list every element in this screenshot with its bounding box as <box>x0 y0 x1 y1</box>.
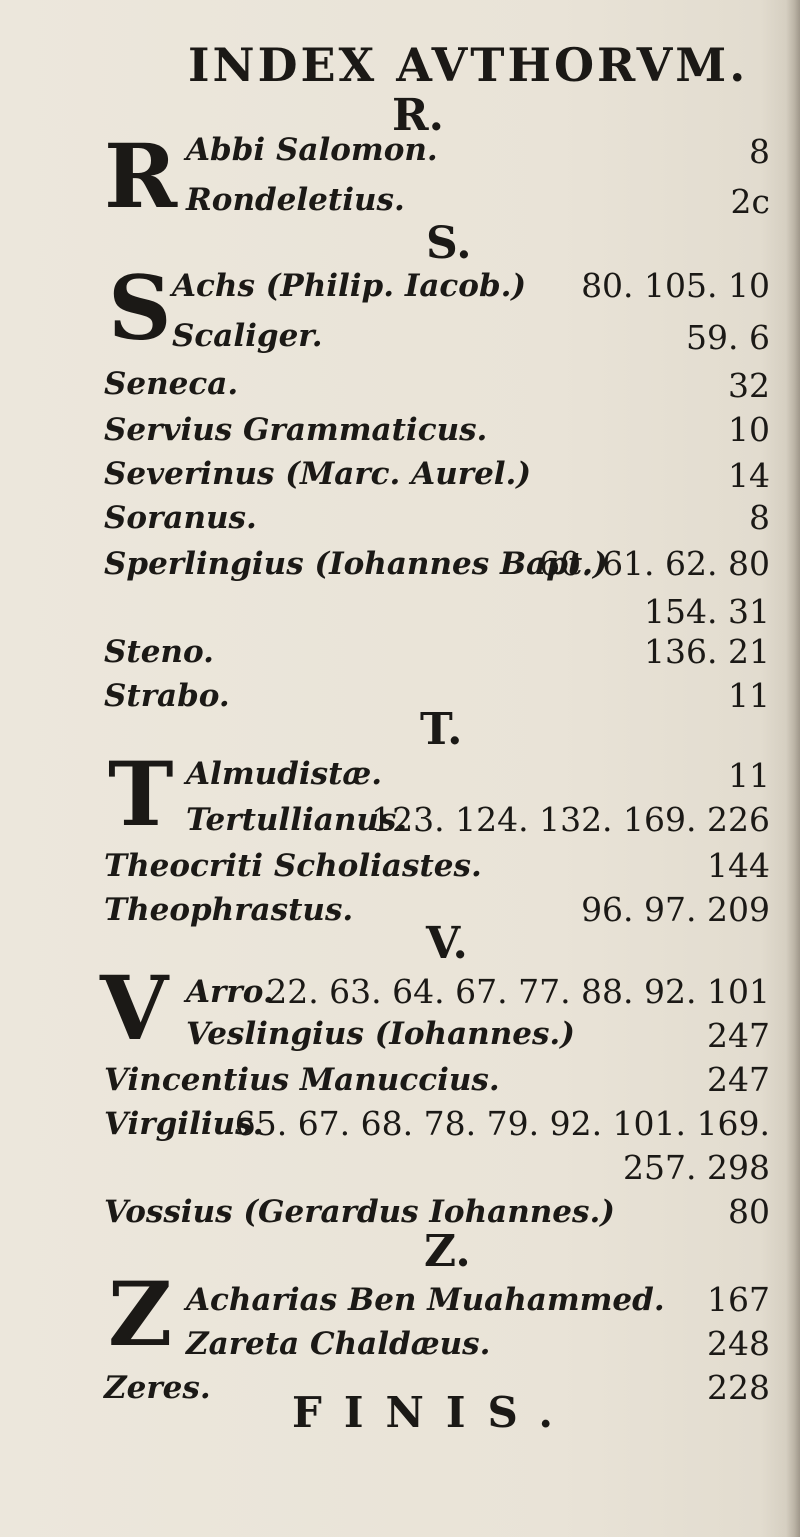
section-letter-z: Z. <box>424 1226 471 1277</box>
entry-name: Acharias Ben Muahammed. <box>186 1282 665 1318</box>
entry-name: Soranus. <box>104 500 257 536</box>
entry-pages: 8 <box>749 498 770 537</box>
entry-pages: 167 <box>707 1280 770 1319</box>
entry-pages: 10 <box>728 410 770 449</box>
section-letter-v: V. <box>426 918 468 969</box>
entry-name: Veslingius (Iohannes.) <box>186 1016 575 1052</box>
entry-name: Almudistæ. <box>186 756 383 792</box>
entry-pages: 247 <box>707 1016 770 1055</box>
entry-name: Servius Grammaticus. <box>104 412 488 448</box>
entry-pages: 60. 61. 62. 80 <box>539 544 770 583</box>
entry-pages: 123. 124. 132. 169. 226 <box>371 800 770 839</box>
drop-cap-v: V <box>100 956 169 1060</box>
page-edge-shadow <box>786 0 800 1537</box>
entry-name: Theophrastus. <box>104 892 354 928</box>
entry-pages: 248 <box>707 1324 770 1363</box>
entry-name: Strabo. <box>104 678 230 714</box>
entry-pages: 11 <box>728 676 770 715</box>
entry-pages: 228 <box>707 1368 770 1407</box>
entry-pages: 32 <box>728 366 770 405</box>
entry-name: Seneca. <box>104 366 239 402</box>
entry-name: Zareta Chaldæus. <box>186 1326 491 1362</box>
entry-pages: 59. 6 <box>686 318 770 357</box>
drop-cap-z: Z <box>108 1262 173 1366</box>
entry-name: Scaliger. <box>172 318 323 354</box>
entry-name: Severinus (Marc. Aurel.) <box>104 456 532 492</box>
entry-pages: 144 <box>707 846 770 885</box>
entry-name: Vincentius Manuccius. <box>104 1062 500 1098</box>
entry-pages: 257. 298 <box>623 1148 770 1187</box>
entry-pages: 22. 63. 64. 67. 77. 88. 92. 101 <box>266 972 770 1011</box>
entry-name: Sperlingius (Iohannes Bapt.) <box>104 546 608 582</box>
entry-pages: 96. 97. 209 <box>581 890 770 929</box>
entry-pages: 65. 67. 68. 78. 79. 92. 101. 169. <box>234 1104 770 1143</box>
entry-pages: 14 <box>728 456 770 495</box>
section-letter-r: R. <box>392 90 444 141</box>
entry-pages: 11 <box>728 756 770 795</box>
entry-name: Tertullianus. <box>186 802 408 838</box>
section-letter-s: S. <box>426 218 472 269</box>
entry-name: Steno. <box>104 634 214 670</box>
page-title: INDEX AVTHORVM. <box>188 38 749 92</box>
entry-pages: 247 <box>707 1060 770 1099</box>
entry-name: Achs (Philip. Iacob.) <box>172 268 527 304</box>
drop-cap-s: S <box>108 256 172 360</box>
entry-pages: 154. 31 <box>644 592 770 631</box>
entry-name: Abbi Salomon. <box>186 132 438 168</box>
entry-pages: 136. 21 <box>644 632 770 671</box>
section-letter-t: T. <box>420 704 463 755</box>
drop-cap-t: T <box>108 742 174 846</box>
entry-name: Theocriti Scholiastes. <box>104 848 482 884</box>
entry-pages: 80 <box>728 1192 770 1231</box>
entry-name: Virgilius. <box>104 1106 264 1142</box>
entry-name: Rondeletius. <box>186 182 405 218</box>
drop-cap-r: R <box>104 124 178 228</box>
entry-name: Vossius (Gerardus Iohannes.) <box>104 1194 615 1230</box>
entry-name: Arro. <box>186 974 274 1010</box>
finis-colophon: FINIS. <box>292 1388 575 1437</box>
entry-pages: 80. 105. 10 <box>581 266 770 305</box>
entry-name: Zeres. <box>104 1370 211 1406</box>
entry-pages: 8 <box>749 132 770 171</box>
entry-pages: 2c <box>730 182 770 221</box>
